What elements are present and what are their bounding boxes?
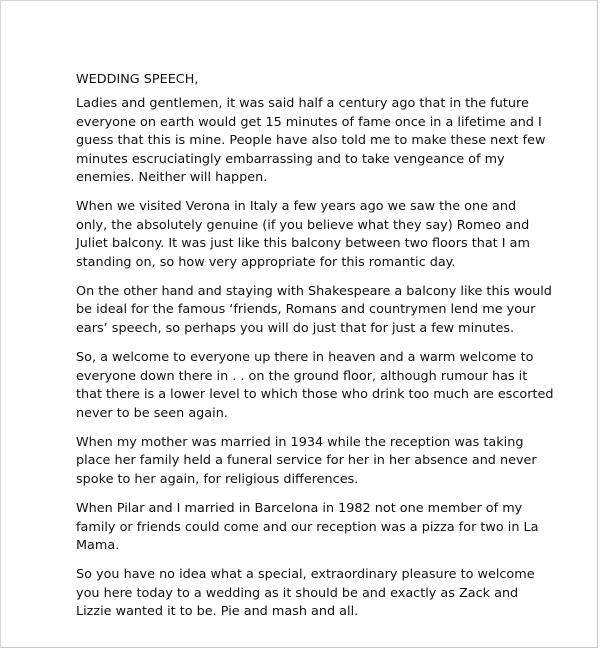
paragraph-line: that there is a lower level to which those who drink too much are escorted: [76, 387, 554, 403]
paragraph-line: So you have no idea what a special, extraordinary pleasure to welcome: [76, 567, 535, 583]
paragraph-line: Juliet balcony. It was just like this balcony between two floors that I am: [76, 236, 530, 252]
paragraph-line: spoke to her again, for religious differences.: [76, 471, 359, 487]
paragraph-line: When we visited Verona in Italy a few years ago we saw the one and: [76, 199, 517, 215]
paragraph-line: standing on, so how very appropriate for this romantic day.: [76, 254, 456, 270]
document-title: WEDDING SPEECH,: [76, 72, 199, 87]
paragraph-line: Ladies and gentlemen, it was said half a century ago that in the future: [76, 96, 529, 112]
paragraph-line: So, a welcome to everyone up there in heaven and a warm welcome to: [76, 350, 534, 366]
paragraph: [76, 198, 546, 272]
paragraph: [76, 349, 554, 423]
paragraph: [76, 566, 546, 621]
paragraph-line: On the other hand and staying with Shakespeare a balcony like this would: [76, 284, 552, 300]
paragraph-line: When my mother was married in 1934 while the reception was taking: [76, 434, 524, 450]
document-body: [76, 71, 554, 633]
paragraph-line: ears’ speech, so perhaps you will do just that for just a few minutes.: [76, 320, 515, 336]
paragraph: [76, 95, 546, 187]
paragraph-line: guess that this is mine. People have also told me to make these next few: [76, 133, 546, 149]
paragraph-list: [76, 95, 554, 621]
paragraph-line: family or friends could come and our reception was a pizza for two in La: [76, 519, 539, 535]
paragraph-line: everyone on earth would get 15 minutes of fame once in a lifetime and I: [76, 114, 542, 130]
paragraph-line: never to be seen again.: [76, 405, 228, 421]
paragraph-line: be ideal for the famous ‘friends, Romans and countrymen lend me your: [76, 302, 536, 318]
paragraph-line: only, the absolutely genuine (if you believe what they say) Romeo and: [76, 217, 530, 233]
paragraph-line: Lizzie wanted it to be. Pie and mash and all.: [76, 604, 359, 620]
paragraph: [76, 283, 552, 338]
paragraph-line: When Pilar and I married in Barcelona in 1982 not one member of my: [76, 501, 523, 517]
paragraph: [76, 500, 546, 555]
paragraph-line: minutes escruciatingly embarrassing and to take vengeance of my: [76, 151, 505, 167]
paragraph-line: everyone down there in . . on the ground floor, although rumour has it: [76, 368, 528, 384]
paragraph-line: enemies. Neither will happen.: [76, 170, 268, 186]
paragraph-line: you here today to a wedding as it should be and exactly as Zack and: [76, 585, 519, 601]
paragraph: [76, 434, 546, 489]
paragraph-line: Mama.: [76, 537, 120, 553]
paragraph-line: place her family held a funeral service for her in her absence and never: [76, 453, 537, 469]
